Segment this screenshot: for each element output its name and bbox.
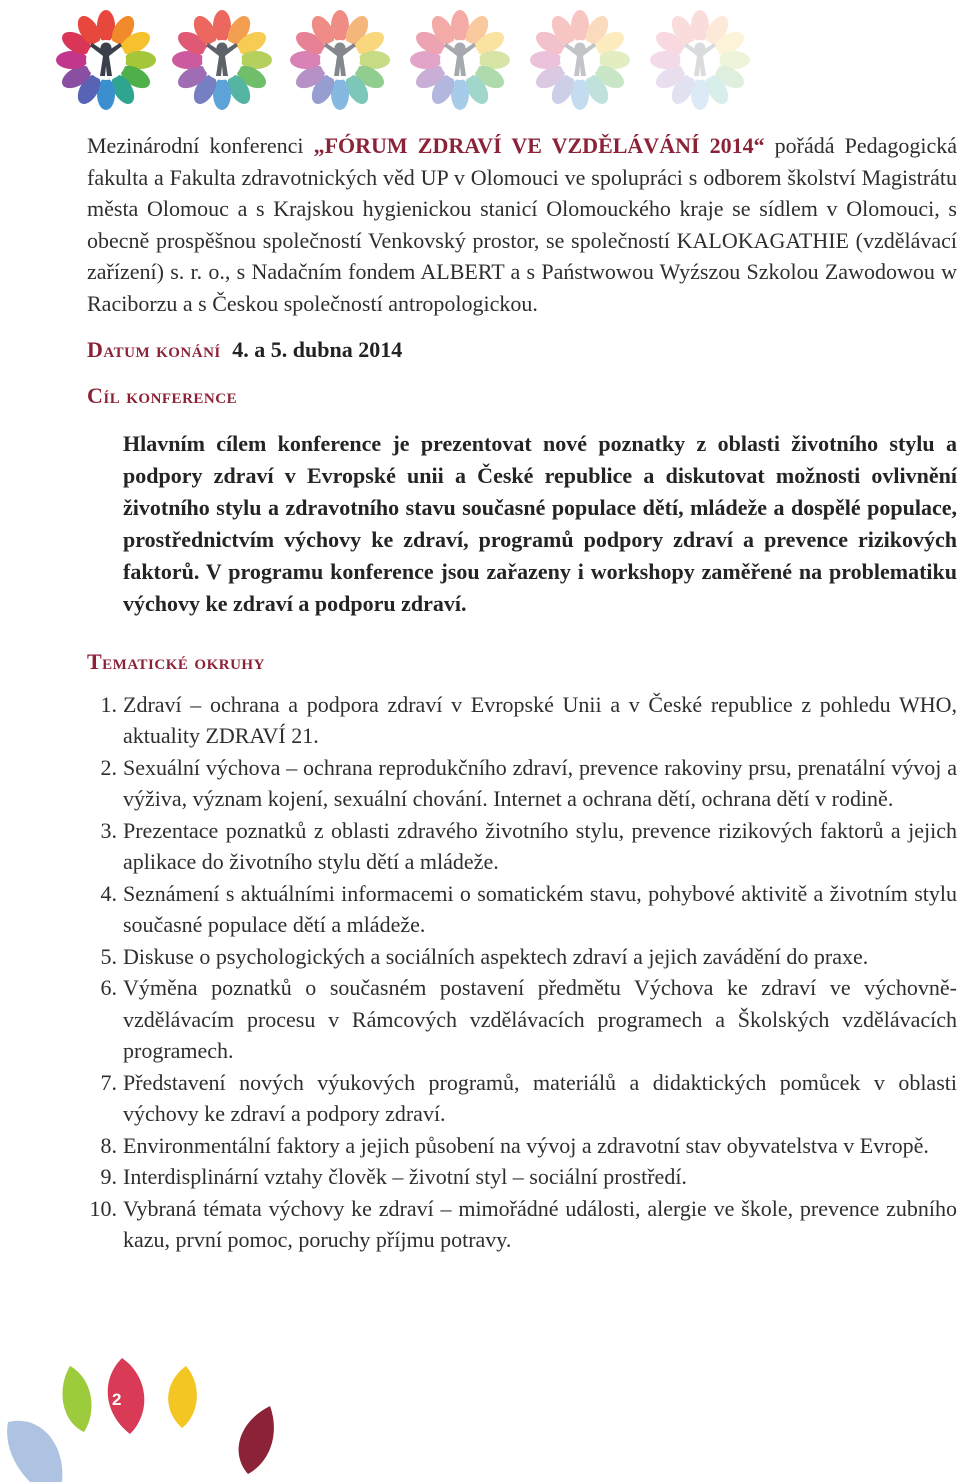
date-row bbox=[87, 334, 957, 365]
list-item bbox=[87, 752, 957, 815]
page-number: 2 bbox=[112, 1390, 122, 1409]
list-item-text: Environmentální faktory a jejich působení na vývoj a zdravotní stav obyvatelstva v Evropě. bbox=[123, 1132, 929, 1158]
list-item bbox=[87, 941, 957, 973]
list-item-number: 6. bbox=[100, 975, 117, 1001]
goal-heading: Cíl konference bbox=[87, 382, 238, 408]
list-item bbox=[87, 972, 957, 1067]
footer-leaves-decoration bbox=[0, 1348, 300, 1482]
conference-name: „FÓRUM ZDRAVÍ VE VZDĚLÁVÁNÍ 2014“ bbox=[313, 133, 765, 158]
list-item-number: 7. bbox=[100, 1069, 117, 1095]
list-item-text: Sexuální výchova – ochrana reprodukčního zdraví, prevence rakoviny prsu, prenatální vývoj a výživa, význam kojení, sexuální chování. Internet a ochrana dětí, ochrana dětí v rodině. bbox=[123, 754, 957, 812]
list-item-number: 5. bbox=[100, 943, 117, 969]
list-item-text: Prezentace poznatků z oblasti zdravého životního stylu, prevence rizikových faktorů a jejich aplikace do životního stylu dětí a mládeže. bbox=[123, 817, 957, 875]
list-item bbox=[87, 1130, 957, 1162]
header-flower-banner bbox=[50, 4, 770, 116]
list-item bbox=[87, 878, 957, 941]
topics-list bbox=[87, 689, 957, 1256]
list-item-number: 10. bbox=[89, 1195, 117, 1221]
list-item-text: Zdraví – ochrana a podpora zdraví v Evropské Unii a v České republice z pohledu WHO, aktuality ZDRAVÍ 21. bbox=[123, 691, 957, 749]
list-item-number: 9. bbox=[100, 1164, 117, 1190]
list-item-text: Diskuse o psychologických a sociálních aspektech zdraví a jejich zavádění do praxe. bbox=[123, 943, 869, 969]
list-item bbox=[87, 1161, 957, 1193]
list-item bbox=[87, 815, 957, 878]
list-item bbox=[87, 1193, 957, 1256]
list-item bbox=[87, 689, 957, 752]
page-content bbox=[87, 130, 957, 1256]
topics-heading: Tematické okruhy bbox=[87, 648, 265, 674]
intro-before: Mezinárodní konferenci bbox=[87, 133, 314, 158]
list-item-text: Představení nových výukových programů, materiálů a didaktických pomůcek v oblasti výchovy ke zdraví a podpory zdraví. bbox=[123, 1069, 957, 1127]
list-item-number: 1. bbox=[100, 691, 117, 717]
list-item bbox=[87, 1067, 957, 1130]
list-item-number: 2. bbox=[100, 754, 117, 780]
date-value: 4. a 5. dubna 2014 bbox=[232, 336, 403, 362]
goal-paragraph: Hlavním cílem konference je prezentovat nové poznatky z oblasti životního stylu a podpory zdraví v Evropské unii a České republice a diskutovat možnosti ovlivnění životního stylu a zdravotního stavu současné populace dětí, mládeže a dospělé populace, prostřednictvím výchovy ke zdraví, programů podpory zdraví a prevence rizikových faktorů. V programu konference jsou zařazeny i workshopy zaměřené na problematiku výchovy ke zdraví a podporu zdraví. bbox=[123, 430, 957, 616]
list-item-text: Výměna poznatků o současném postavení předmětu Výchova ke zdraví ve výchovně-vzdělávacím procesu v Rámcových vzdělávacích programech a Školských vzdělávacích programech. bbox=[123, 975, 957, 1064]
list-item-number: 4. bbox=[100, 880, 117, 906]
intro-paragraph bbox=[87, 130, 957, 320]
list-item-text: Interdisplinární vztahy člověk – životní styl – sociální prostředí. bbox=[123, 1164, 687, 1190]
list-item-text: Vybraná témata výchovy ke zdraví – mimořádné události, alergie ve škole, prevence zubního kazu, první pomoc, poruchy příjmu potravy. bbox=[123, 1195, 957, 1253]
list-item-number: 3. bbox=[100, 817, 117, 843]
list-item-number: 8. bbox=[100, 1132, 117, 1158]
list-item-text: Seznámení s aktuálními informacemi o somatickém stavu, pohybové aktivitě a životním stylu současné populace dětí a mládeže. bbox=[123, 880, 957, 938]
date-label: Datum konání bbox=[87, 336, 221, 362]
intro-after: pořádá Pedagogická fakulta a Fakulta zdravotnických věd UP v Olomouci ve spolupráci s odborem školství Magistrátu města Olomouc a s Krajskou hygienickou stanicí Olomouckého kraje se sídlem v Olomouci, s obecně prospěšnou společností Venkovský prostor, se společností KALOKAGATHIE (vzdělávací zařízení) s. r. o., s Nadačním fondem ALBERT a s Państwowou Wyźszou Szkolou Zawodowou w Raciborzu a s Českou společností antropologickou. bbox=[87, 133, 958, 316]
